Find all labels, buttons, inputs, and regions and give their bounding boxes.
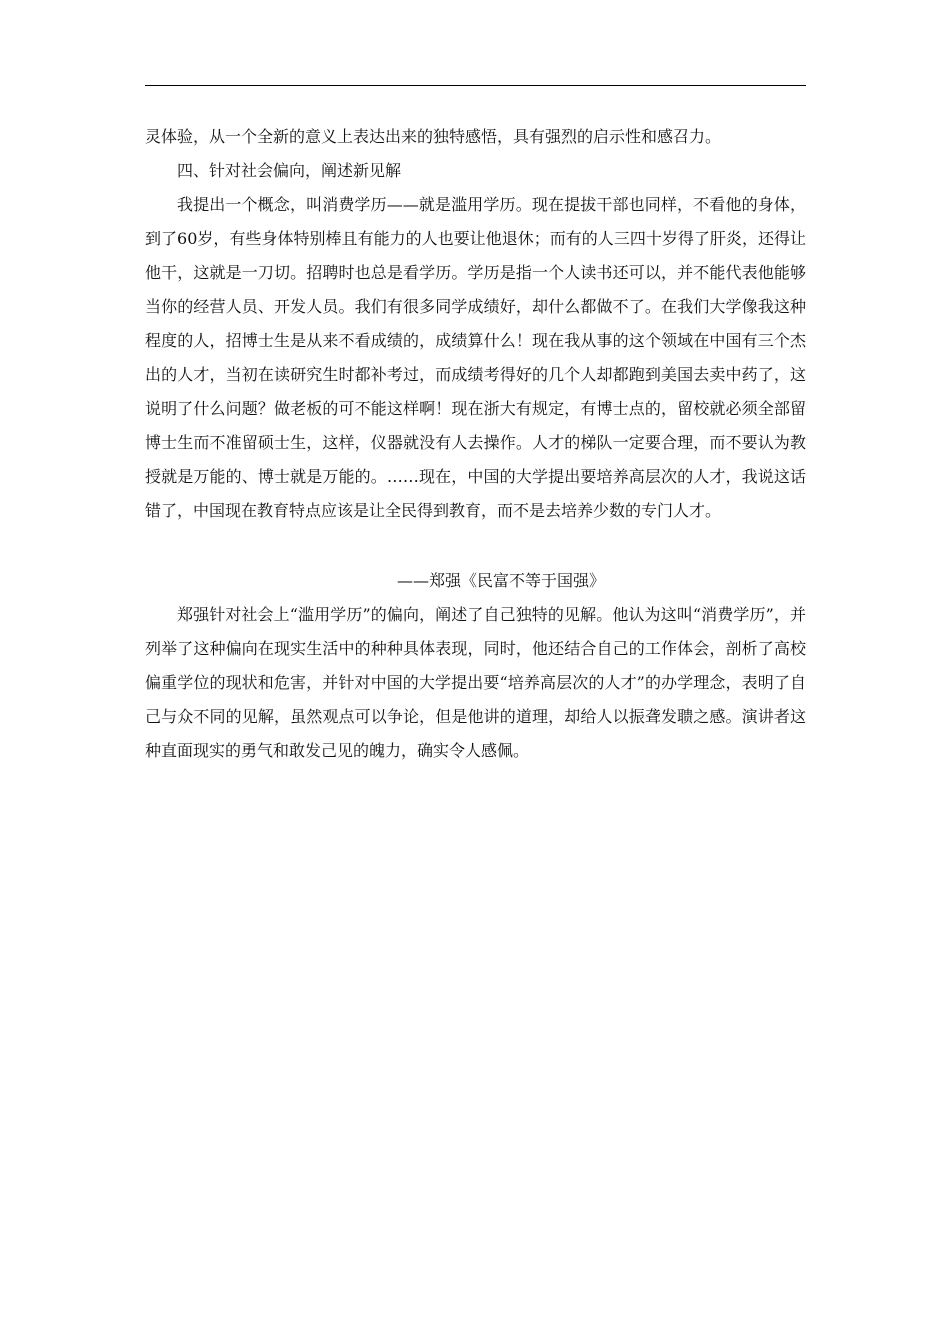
paragraph-gap	[145, 528, 806, 564]
continuation-paragraph: 灵体验，从一个全新的意义上表达出来的独特感悟，具有强烈的启示性和感召力。	[145, 127, 722, 146]
section-heading: 四、针对社会偏向，阐述新见解	[177, 161, 402, 180]
quote-attribution: ——郑强《民富不等于国强》	[397, 571, 606, 590]
quote-paragraph: 我提出一个概念，叫消费学历——就是滥用学历。现在提拔干部也同样，不看他的身体，到了60岁，有些身体特别棒且有能力的人也要让他退休；而有的人三四十岁得了肝炎，还得让他干，这就是一刀切。招聘时也总是看学历。学历是指一个人读书还可以，并不能代表他能够当你的经营人员、开发人员。我们有很多同学成绩好，却什么都做不了。在我们大学像我这种程度的人，招博士生是从来不看成绩的，成绩算什么！现在我从事的这个领域在中国有三个杰出的人才，当初在读研究生时都补考过，而成绩考得好的几个人却都跑到美国去卖中药了，这说明了什么问题？做老板的可不能这样啊！现在浙大有规定，有博士点的，留校就必须全部留博士生而不准留硕士生，这样，仪器就没有人去操作。人才的梯队一定要合理，而不要认为教授就是万能的、博士就是万能的。……现在，中国的大学提出要培养高层次的人才，我说这话错了，中国现在教育特点应该是让全民得到教育，而不是去培养少数的专门人才。	[145, 195, 806, 520]
header-rule	[145, 85, 806, 86]
document-body	[145, 120, 806, 768]
analysis-paragraph: 郑强针对社会上“滥用学历”的偏向，阐述了自己独特的见解。他认为这叫“消费学历”，并列举了这种偏向在现实生活中的种种具体表现，同时，他还结合自己的工作体会，剖析了高校偏重学位的现状和危害，并针对中国的大学提出要“培养高层次的人才”的办学理念，表明了自己与众不同的见解，虽然观点可以争论，但是他讲的道理，却给人以振聋发聩之感。演讲者这种直面现实的勇气和敢发己见的魄力，确实令人感佩。	[145, 605, 806, 760]
